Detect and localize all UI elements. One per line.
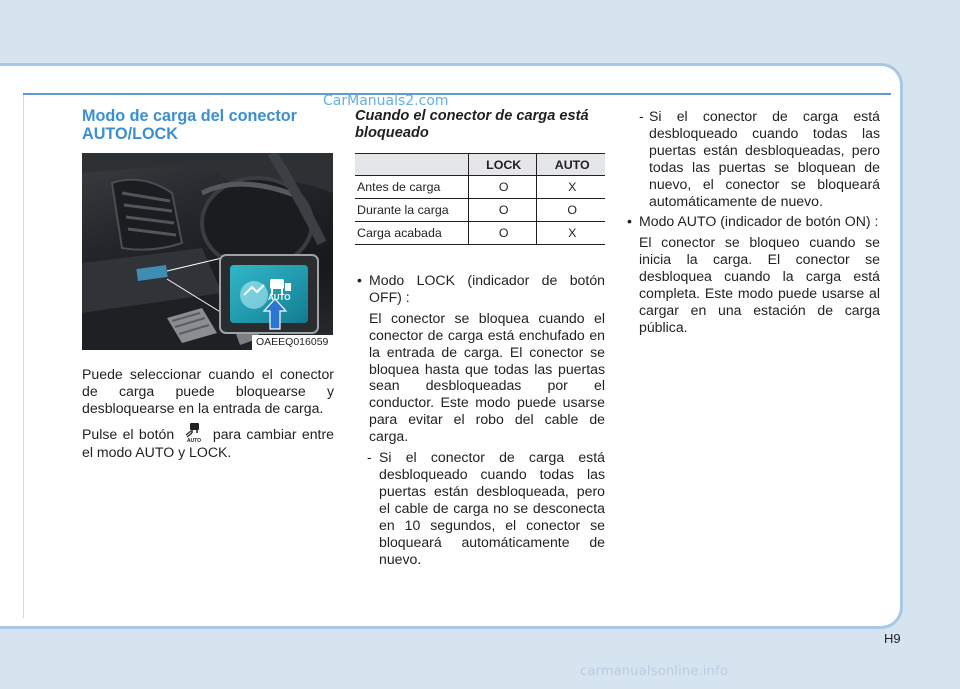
right-column [625, 108, 880, 336]
page-number: H9 [884, 631, 901, 646]
dash-marker: - [639, 108, 644, 124]
intro-paragraph: Puede seleccionar cuando el conector de carga puede bloquearse y desbloquearse en la entrada de carga. [82, 366, 334, 416]
bullet-marker: • [627, 213, 632, 230]
row-lock: O [468, 176, 537, 199]
margin-rule [23, 95, 24, 618]
table-row [355, 199, 605, 222]
middle-column-header [355, 108, 605, 142]
photo-icon-label: AUTO [268, 293, 291, 302]
dashboard-illustration [82, 153, 333, 350]
connector-button-photo [82, 153, 333, 350]
lock-mode-item [355, 272, 605, 306]
toggle-text-after: para cambiar entre el modo AUTO y LOCK. [82, 425, 334, 460]
auto-mode-heading: Modo AUTO (indicador de botón ON) : [639, 213, 879, 230]
subsection-title: Cuando el conector de carga está bloqueado [355, 108, 589, 141]
row-auto: X [537, 176, 605, 199]
table-header-lock: LOCK [468, 154, 537, 176]
table-header-row [355, 154, 605, 176]
row-lock: O [468, 222, 537, 245]
plug-auto-icon [183, 422, 205, 444]
table-header-auto: AUTO [537, 154, 605, 176]
bullet-marker: • [357, 272, 362, 288]
table-row [355, 222, 605, 245]
lock-mode-table [355, 153, 605, 245]
lock-mode-note [355, 449, 605, 567]
section-title: Modo de carga del conector AUTO/LOCK [82, 107, 297, 143]
plug-auto-icon-label: AUTO [186, 437, 201, 444]
lock-mode-note-text: Si el conector de carga está desbloqueado cuando todas las puertas están desbloqueada, pero el cable de carga no se desconecta en 10 segundos, el conector se bloqueará automáticamente de nuevo. [379, 449, 605, 567]
lock-mode-heading: Modo LOCK (indicador de botón OFF) : [369, 272, 605, 305]
row-lock: O [468, 199, 537, 222]
watermark-bottom[interactable]: carmanualsonline.info [580, 664, 729, 679]
photo-caption: OAEEQ016059 [256, 336, 329, 348]
row-label: Carga acabada [355, 222, 468, 245]
lock-mode-note-2 [625, 108, 880, 209]
lock-mode-note-2-text: Si el conector de carga está desbloqueado cuando todas las puertas están desbloqueadas, pero todas las puertas se bloquean de nuevo, el conector se bloqueará automáticamente de nuevo. [649, 108, 880, 209]
row-auto: X [537, 222, 605, 245]
middle-body [355, 272, 605, 567]
auto-mode-body: El conector se bloqueo cuando se inicia la carga. El conector se desbloquea cuando la carga está completa. Este modo puede usarse al cargar en una estación de carga pública. [639, 234, 880, 335]
left-column [82, 108, 334, 143]
table-header-blank [355, 154, 468, 176]
row-label: Durante la carga [355, 199, 468, 222]
table-row [355, 176, 605, 199]
auto-mode-item [625, 213, 880, 230]
row-label: Antes de carga [355, 176, 468, 199]
toggle-text-before: Pulse el botón [82, 425, 175, 442]
lock-mode-body: El conector se bloquea cuando el conector de carga está enchufado en la entrada de carga. El conector se bloquea hasta que todas las puertas sean desbloqueadas por el conductor. Este modo puede usarse para evitar el robo del cable de carga. [369, 309, 605, 445]
watermark-top[interactable]: CarManuals2.com [323, 93, 449, 109]
toggle-paragraph [82, 422, 334, 461]
dash-marker: - [367, 449, 372, 466]
row-auto: O [537, 199, 605, 222]
header-rule [23, 93, 891, 95]
left-body [82, 366, 334, 461]
